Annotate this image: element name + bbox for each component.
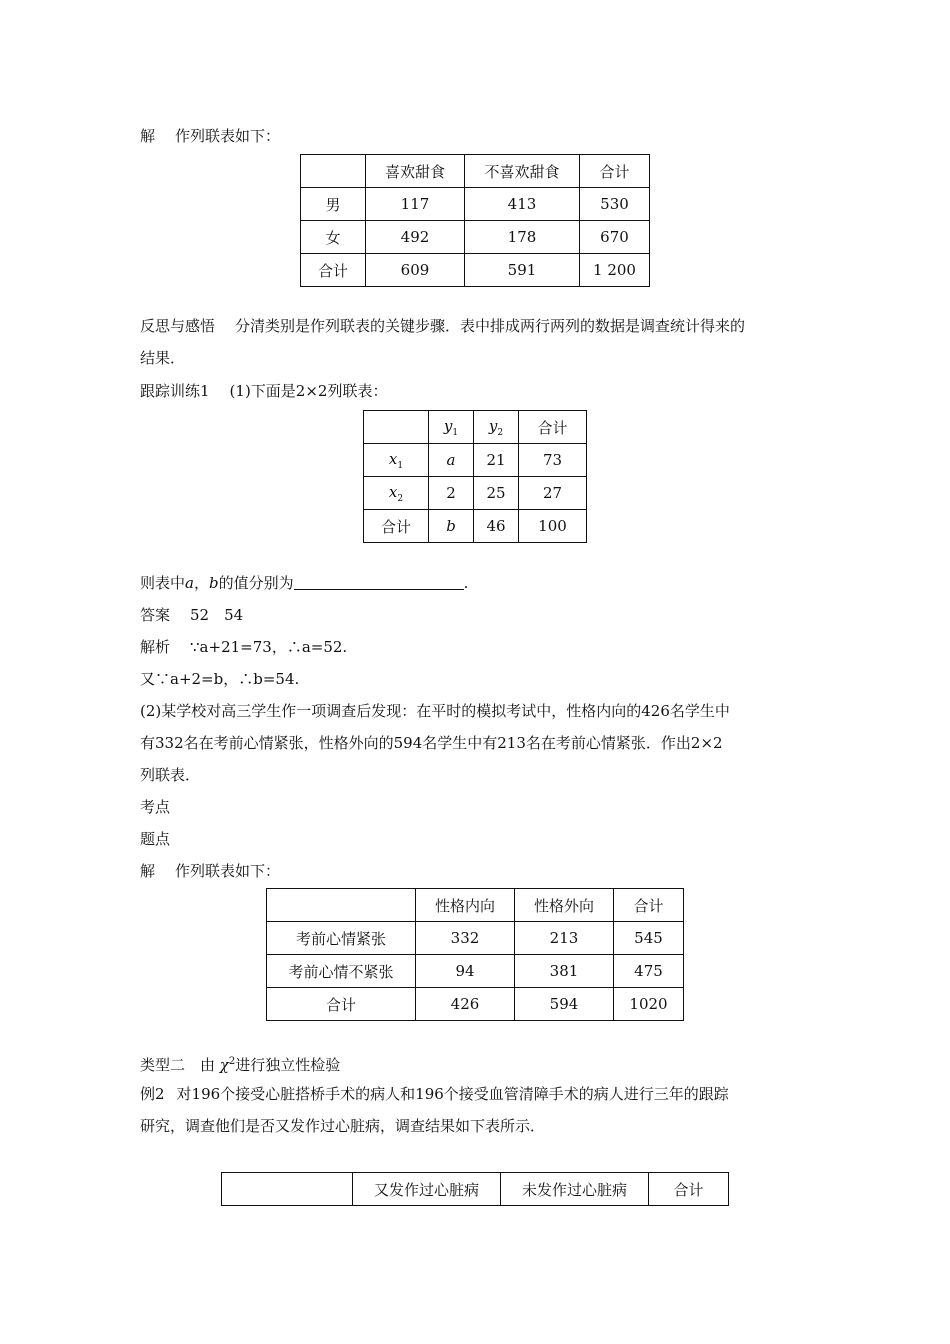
question-line bbox=[140, 573, 468, 593]
question-end: . bbox=[463, 574, 469, 592]
table-cell: b bbox=[429, 510, 474, 543]
table-cell: 合计 bbox=[267, 988, 416, 1021]
practice-part1-text: (1)下面是2×2列联表： bbox=[229, 382, 388, 400]
table-row bbox=[301, 188, 650, 221]
table-cell: 又发作过心脏病 bbox=[353, 1173, 501, 1206]
part2-line-3: 列联表． bbox=[140, 766, 201, 784]
table-cell: 100 bbox=[519, 510, 587, 543]
solution-label: 解 bbox=[140, 127, 156, 145]
table-cell: 性格外向 bbox=[515, 889, 614, 922]
type2-prefix: 类型二 由 bbox=[140, 1056, 216, 1074]
table-row bbox=[301, 221, 650, 254]
table-cell: 性格内向 bbox=[416, 889, 515, 922]
table-cell: 591 bbox=[465, 254, 580, 287]
table-cell: 492 bbox=[366, 221, 465, 254]
chi-exponent: 2 bbox=[228, 1056, 236, 1067]
question-suffix: 的值分别为 bbox=[218, 574, 294, 592]
type2-heading bbox=[140, 1052, 340, 1075]
table-cell: $x_2$ bbox=[364, 477, 429, 510]
table-cell: 213 bbox=[515, 922, 614, 955]
table-cell: 喜欢甜食 bbox=[366, 155, 465, 188]
example2-line-1 bbox=[140, 1084, 729, 1104]
table-cell: 合计 bbox=[649, 1173, 729, 1206]
reflection-line-2: 结果． bbox=[140, 349, 186, 367]
table-cell bbox=[267, 889, 416, 922]
solution-text: 作列联表如下： bbox=[175, 127, 281, 145]
example2-line-2: 研究，调查他们是否又发作过心脏病，调查结果如下表所示． bbox=[140, 1117, 546, 1135]
table-cell: 381 bbox=[515, 955, 614, 988]
table-cell bbox=[301, 155, 366, 188]
answer-blank bbox=[294, 573, 464, 590]
table-cell: 27 bbox=[519, 477, 587, 510]
table-row bbox=[267, 922, 684, 955]
table-row bbox=[267, 955, 684, 988]
practice-title-line bbox=[140, 381, 387, 401]
table-cell: 117 bbox=[366, 188, 465, 221]
table-cell: 94 bbox=[416, 955, 515, 988]
kaodian-label: 考点 bbox=[140, 798, 171, 816]
table-cell: 178 bbox=[465, 221, 580, 254]
solution-label: 解 bbox=[140, 862, 156, 880]
table-header-row bbox=[267, 889, 684, 922]
table-2x2 bbox=[363, 410, 587, 543]
table-cell: $y_1$ bbox=[429, 411, 474, 444]
tidian-label: 题点 bbox=[140, 830, 171, 848]
table-cell: 合计 bbox=[301, 254, 366, 287]
reflection-label: 反思与感悟 bbox=[140, 317, 216, 335]
table-row bbox=[364, 477, 587, 510]
table-cell: 545 bbox=[614, 922, 684, 955]
table-cell: 332 bbox=[416, 922, 515, 955]
table-cell bbox=[364, 411, 429, 444]
table-cell: 2 bbox=[429, 477, 474, 510]
table-cell: 未发作过心脏病 bbox=[501, 1173, 649, 1206]
table-cell: 合计 bbox=[580, 155, 650, 188]
table-row bbox=[364, 510, 587, 543]
table-cell: $x_1$ bbox=[364, 444, 429, 477]
table-cell: 合计 bbox=[364, 510, 429, 543]
solution-line-1 bbox=[140, 126, 280, 146]
table-cell: 530 bbox=[580, 188, 650, 221]
table-cell: 不喜欢甜食 bbox=[465, 155, 580, 188]
table-cell: 考前心情不紧张 bbox=[267, 955, 416, 988]
type2-suffix: 进行独立性检验 bbox=[235, 1056, 341, 1074]
table-cell: 25 bbox=[474, 477, 519, 510]
table-cell: 413 bbox=[465, 188, 580, 221]
table-cell: 609 bbox=[366, 254, 465, 287]
table-cell: 46 bbox=[474, 510, 519, 543]
question-sep: ， bbox=[193, 574, 209, 592]
table-header-row bbox=[364, 411, 587, 444]
var-b: b bbox=[208, 574, 219, 592]
table-header-row bbox=[222, 1173, 729, 1206]
reflection-text: 分清类别是作列联表的关键步骤．表中排成两行两列的数据是调查统计得来的 bbox=[235, 317, 746, 335]
table-cell: 考前心情紧张 bbox=[267, 922, 416, 955]
table-cell: 合计 bbox=[614, 889, 684, 922]
table-cell: 670 bbox=[580, 221, 650, 254]
analysis-label: 解析 bbox=[140, 638, 171, 656]
table-cell: 426 bbox=[416, 988, 515, 1021]
table-heart-disease bbox=[221, 1172, 729, 1206]
analysis-line-1 bbox=[140, 637, 347, 657]
reflection-line-1 bbox=[140, 316, 745, 336]
example2-label: 例2 bbox=[140, 1085, 165, 1103]
table-cell: 男 bbox=[301, 188, 366, 221]
table-cell: 594 bbox=[515, 988, 614, 1021]
table-cell: $y_2$ bbox=[474, 411, 519, 444]
table-cell: 1020 bbox=[614, 988, 684, 1021]
answer-line bbox=[140, 605, 243, 625]
solution-line-2 bbox=[140, 861, 280, 881]
table-row bbox=[267, 988, 684, 1021]
part2-line-1: (2)某学校对高三学生作一项调查后发现：在平时的模拟考试中，性格内向的426名学生中 bbox=[140, 702, 730, 720]
var-a: a bbox=[185, 574, 194, 592]
table-row bbox=[301, 254, 650, 287]
table-cell bbox=[222, 1173, 353, 1206]
solution-text: 作列联表如下： bbox=[175, 862, 281, 880]
table-cell: 合计 bbox=[519, 411, 587, 444]
table-row bbox=[364, 444, 587, 477]
practice-title: 跟踪训练1 bbox=[140, 382, 210, 400]
table-cell: 475 bbox=[614, 955, 684, 988]
chi-symbol: χ bbox=[219, 1056, 229, 1074]
table-cell: 73 bbox=[519, 444, 587, 477]
question-prefix: 则表中 bbox=[140, 574, 186, 592]
table-personality bbox=[266, 888, 684, 1021]
table-cell: a bbox=[429, 444, 474, 477]
table-cell: 21 bbox=[474, 444, 519, 477]
table-header-row bbox=[301, 155, 650, 188]
example2-text-1: 对196个接受心脏搭桥手术的病人和196个接受血管清障手术的病人进行三年的跟踪 bbox=[176, 1085, 729, 1103]
answer-label: 答案 bbox=[140, 606, 171, 624]
table-sweet-food bbox=[300, 154, 650, 287]
analysis-text-1: ∵a+21=73，∴a=52. bbox=[190, 638, 348, 656]
table-cell: 女 bbox=[301, 221, 366, 254]
part2-line-2: 有332名在考前心情紧张，性格外向的594名学生中有213名在考前心情紧张．作出2×2 bbox=[140, 734, 723, 752]
table-cell: 1 200 bbox=[580, 254, 650, 287]
answer-values: 52 54 bbox=[190, 606, 244, 624]
analysis-line-2: 又∵a+2=b，∴b=54. bbox=[140, 670, 300, 688]
